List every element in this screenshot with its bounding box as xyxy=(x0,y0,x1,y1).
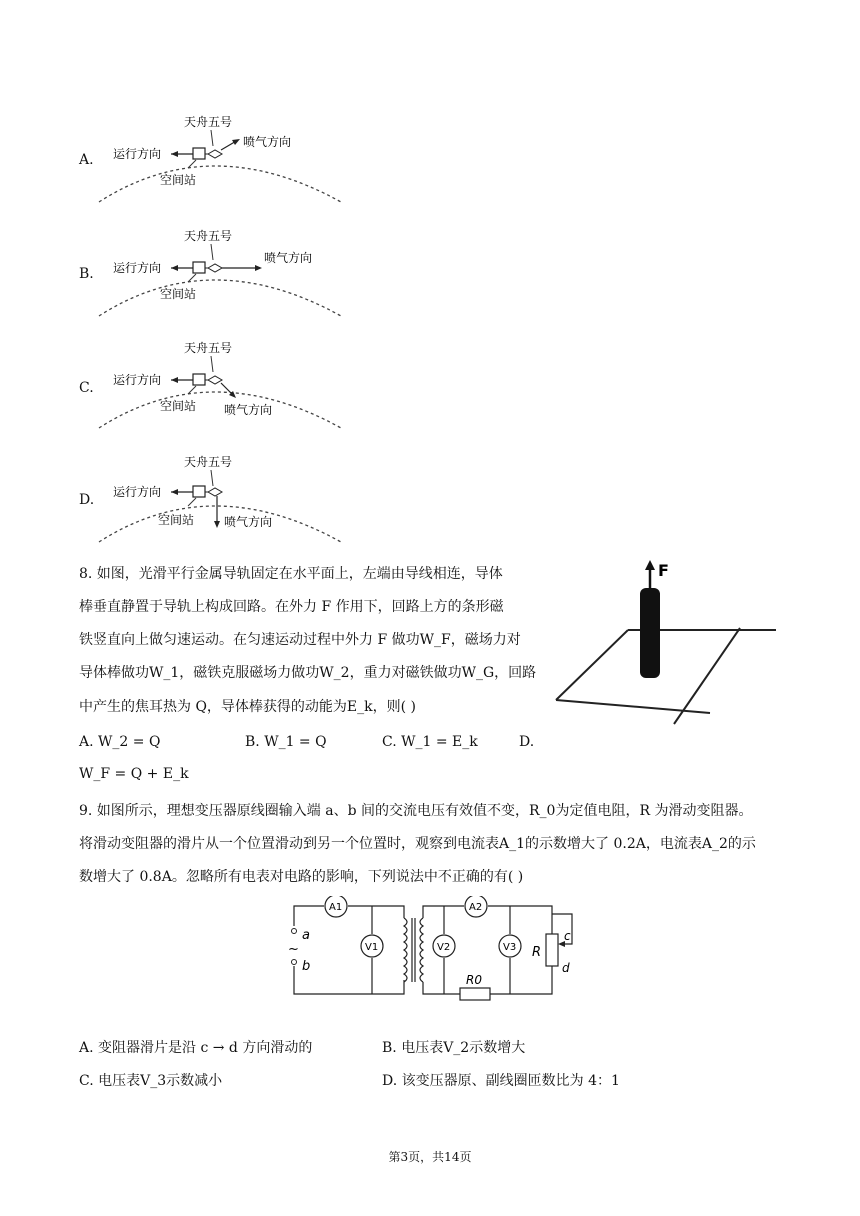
q7-option-a-figure xyxy=(96,110,356,210)
q8-line-5: 中产生的焦耳热为 Q，导体棒获得的动能为E_k，则( ) xyxy=(79,699,417,715)
q9-terminal-b: b xyxy=(302,959,311,974)
q8-line-2: 棒垂直静置于导轨上构成回路。在外力 F 作用下，回路上方的条形磁 xyxy=(79,599,504,615)
q9-ac-symbol: ~ xyxy=(288,942,299,957)
q8-option-d-letter[interactable]: D. xyxy=(519,734,535,750)
q7-d-run-dir: 运行方向 xyxy=(113,485,162,499)
page-footer: 第3页，共14页 xyxy=(388,1150,472,1164)
q8-line-3: 铁竖直向上做匀速运动。在匀速运动过程中外力 F 做功W_F，磁场力对 xyxy=(79,632,521,648)
q8-force-arrow xyxy=(645,560,655,570)
q8-line-4: 导体棒做功W_1，磁铁克服磁场力做功W_2，重力对磁铁做功W_G，回路 xyxy=(79,665,537,681)
q7-option-c-figure xyxy=(96,336,356,436)
q9-r-label: R xyxy=(532,945,542,960)
q7-a-jet-dir: 喷气方向 xyxy=(243,135,292,149)
q7-b-run-dir: 运行方向 xyxy=(113,261,162,275)
q7-option-c-letter: C. xyxy=(79,380,94,396)
q9-line-1: 9. 如图所示，理想变压器原线圈输入端 a、b 间的交流电压有效值不变，R_0为定值电阻，R 为滑动变阻器。 xyxy=(79,803,753,819)
q7-b-station: 空间站 xyxy=(160,287,197,301)
q7-b-station-box xyxy=(193,262,205,273)
q9-line-2: 将滑动变阻器的滑片从一个位置滑动到另一个位置时，观察到电流表A_1的示数增大了 0.2A，电流表A_2的示 xyxy=(79,836,756,852)
q8-option-d-expr[interactable]: W_F = Q + E_k xyxy=(79,766,189,782)
q9-c-label: c xyxy=(564,929,571,943)
q7-c-station-box xyxy=(193,374,205,385)
q7-option-a-letter: A. xyxy=(79,152,94,168)
q7-c-jet-dir: 喷气方向 xyxy=(224,403,273,417)
q9-a1-label: A1 xyxy=(329,902,343,913)
q7-option-d-letter: D. xyxy=(79,492,95,508)
q9-d-label: d xyxy=(562,961,570,975)
q8-option-b[interactable]: B. W_1 = Q xyxy=(245,734,327,750)
q7-c-run-dir: 运行方向 xyxy=(113,373,162,387)
q7-a-station: 空间站 xyxy=(160,173,197,187)
q7-c-spacecraft-icon xyxy=(208,376,222,384)
q8-option-a[interactable]: A. W_2 = Q xyxy=(79,734,161,750)
q8-force-label: F xyxy=(658,561,669,580)
q9-option-c[interactable]: C. 电压表V_3示数减小 xyxy=(79,1073,223,1089)
q9-rheostat-r xyxy=(546,934,558,966)
q9-v2-label: V2 xyxy=(437,942,451,953)
q9-r0-label: R0 xyxy=(466,973,482,987)
q7-option-b-letter: B. xyxy=(79,266,94,282)
q7-d-jet-dir: 喷气方向 xyxy=(224,515,273,529)
q9-option-b[interactable]: B. 电压表V_2示数增大 xyxy=(382,1040,526,1056)
q9-option-d[interactable]: D. 该变压器原、副线圈匝数比为 4：1 xyxy=(382,1073,620,1089)
q7-b-spacecraft: 天舟五号 xyxy=(184,229,233,243)
q7-c-station: 空间站 xyxy=(160,399,197,413)
q8-line-1: 8. 如图，光滑平行金属导轨固定在水平面上，左端由导线相连，导体 xyxy=(79,566,503,582)
q9-a2-label: A2 xyxy=(469,902,483,913)
q7-option-b-figure xyxy=(96,224,356,324)
q8-figure xyxy=(548,558,780,730)
q7-d-spacecraft-icon xyxy=(208,488,222,496)
q8-magnet xyxy=(640,588,660,678)
q7-d-station-box xyxy=(193,486,205,497)
q9-line-3: 数增大了 0.8A。忽略所有电表对电路的影响，下列说法中不正确的有( ) xyxy=(79,869,524,885)
q9-v3-label: V3 xyxy=(503,942,517,953)
q8-option-c[interactable]: C. W_1 = E_k xyxy=(382,734,478,750)
q7-a-run-dir: 运行方向 xyxy=(113,147,162,161)
q7-b-jet-dir: 喷气方向 xyxy=(264,251,313,265)
q9-v1-label: V1 xyxy=(365,942,379,953)
q7-c-spacecraft: 天舟五号 xyxy=(184,341,233,355)
q9-option-a[interactable]: A. 变阻器滑片是沿 c → d 方向滑动的 xyxy=(79,1040,313,1056)
q9-resistor-r0 xyxy=(460,988,490,1000)
q7-d-spacecraft: 天舟五号 xyxy=(184,455,233,469)
q7-a-station-box xyxy=(193,148,205,159)
q7-a-spacecraft: 天舟五号 xyxy=(184,115,233,129)
q7-option-d-figure xyxy=(96,450,356,550)
q9-circuit xyxy=(286,896,586,1004)
q7-a-spacecraft-icon xyxy=(208,150,222,158)
q7-b-spacecraft-icon xyxy=(208,264,222,272)
q9-terminal-a: a xyxy=(302,928,310,943)
q7-d-station: 空间站 xyxy=(158,513,195,527)
